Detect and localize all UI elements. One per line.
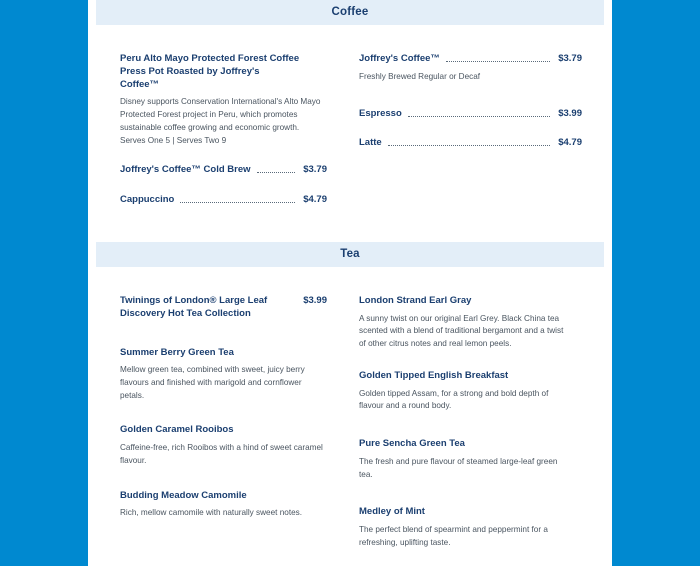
menu-item-name: Pure Sencha Green Tea (359, 438, 465, 450)
menu-item[interactable] (359, 53, 582, 84)
menu-item-price: $4.79 (303, 194, 327, 206)
menu-item-name: Golden Caramel Rooibos (120, 424, 234, 436)
menu-item[interactable] (120, 424, 327, 467)
menu-item[interactable] (359, 506, 582, 549)
menu-item[interactable] (359, 370, 582, 413)
column-left-coffee (120, 53, 351, 224)
menu-item-price: $3.79 (303, 164, 327, 176)
menu-item-head (120, 295, 327, 321)
menu-item-description: Rich, mellow camomile with naturally sweet notes. (120, 508, 303, 518)
menu-item[interactable] (359, 438, 582, 481)
menu-item-name: London Strand Earl Gray (359, 294, 472, 306)
menu-item[interactable] (120, 347, 327, 403)
menu-item-description: Caffeine-free, rich Rooibos with a hind of sweet caramel flavour. (120, 443, 323, 465)
menu-item-name: Cappuccino (120, 194, 175, 206)
menu-item-description: A sunny twist on our original Earl Grey. Black China tea scented with a blend of traditional bergamont and a twist of other citrus notes and real lemon peels. (359, 313, 564, 349)
menu-item-name: Twinings of London® Large Leaf Discovery Hot Tea Collection (120, 294, 268, 319)
menu-item-price: $4.79 (558, 137, 582, 149)
spacer (88, 25, 612, 53)
leader-dots (180, 194, 295, 203)
section-columns-tea (88, 295, 612, 566)
menu-item-name: Latte (359, 137, 382, 149)
menu-item-name: Espresso (359, 107, 402, 119)
column-right-coffee (351, 53, 582, 224)
menu-item-description: The perfect blend of spearmint and peppermint for a refreshing, uplifting taste. (359, 525, 548, 547)
column-right-tea (351, 295, 582, 566)
menu-item-name: Peru Alto Mayo Protected Forest Coffee Press Pot Roasted by Joffrey's Coffee™ (120, 53, 300, 90)
menu-item-name: Joffrey's Coffee™ (359, 53, 440, 64)
menu-item-head (359, 438, 582, 451)
menu-item[interactable] (359, 108, 582, 121)
menu-item-price: $3.99 (303, 294, 327, 306)
menu-item-head (120, 194, 327, 207)
leader-dots (388, 137, 551, 146)
menu-item-price: $3.79 (558, 53, 582, 64)
menu-item-price: $3.99 (558, 107, 582, 119)
menu-item-head (120, 424, 327, 437)
menu-page (88, 0, 612, 566)
menu-item-head (120, 164, 327, 177)
spacer (88, 224, 612, 242)
spacer (88, 267, 612, 295)
menu-item[interactable] (359, 295, 582, 351)
section-header-coffee: Coffee (96, 0, 604, 25)
leader-dots (408, 108, 550, 117)
menu-item-description: Mellow green tea, combined with sweet, juicy berry flavours and finished with marigold and cornflower petals. (120, 365, 305, 400)
menu-item[interactable] (120, 53, 327, 147)
menu-item-head (120, 53, 327, 91)
section-columns-coffee (88, 53, 612, 224)
menu-item-head (359, 53, 582, 66)
leader-dots (257, 164, 296, 173)
menu-item-description: Golden tipped Assam, for a strong and bold depth of flavour and a round body. (359, 388, 549, 411)
menu-item-name: Medley of Mint (359, 506, 425, 518)
section-header-tea: Tea (96, 242, 604, 267)
leader-dots (446, 53, 550, 62)
column-left-tea (120, 295, 351, 566)
menu-item[interactable] (359, 137, 582, 150)
menu-item[interactable] (120, 490, 327, 521)
menu-item[interactable] (120, 295, 327, 321)
menu-item-head (120, 490, 327, 503)
menu-item-head (359, 137, 582, 150)
menu-item[interactable] (120, 164, 327, 177)
menu-item-head (120, 347, 327, 360)
menu-item-description: The fresh and pure flavour of steamed large-leaf green tea. (359, 456, 558, 479)
menu-item-description: Disney supports Conservation International's Alto Mayo Protected Forest project in Peru, which promotes sustainable coffee growing and economic growth. Serves One 5 | Serves Two 9 (120, 97, 321, 145)
menu-item-head (359, 295, 582, 308)
menu-item-head (359, 370, 582, 383)
menu-item-head (359, 506, 582, 519)
menu-item[interactable] (120, 194, 327, 207)
menu-item-description: Freshly Brewed Regular or Decaf (359, 71, 481, 81)
menu-item-name: Joffrey's Coffee™ Cold Brew (120, 164, 251, 176)
menu-item-head (359, 108, 582, 121)
menu-item-name: Summer Berry Green Tea (120, 346, 234, 358)
menu-item-name: Golden Tipped English Breakfast (359, 369, 509, 381)
menu-item-name: Budding Meadow Camomile (120, 489, 247, 501)
